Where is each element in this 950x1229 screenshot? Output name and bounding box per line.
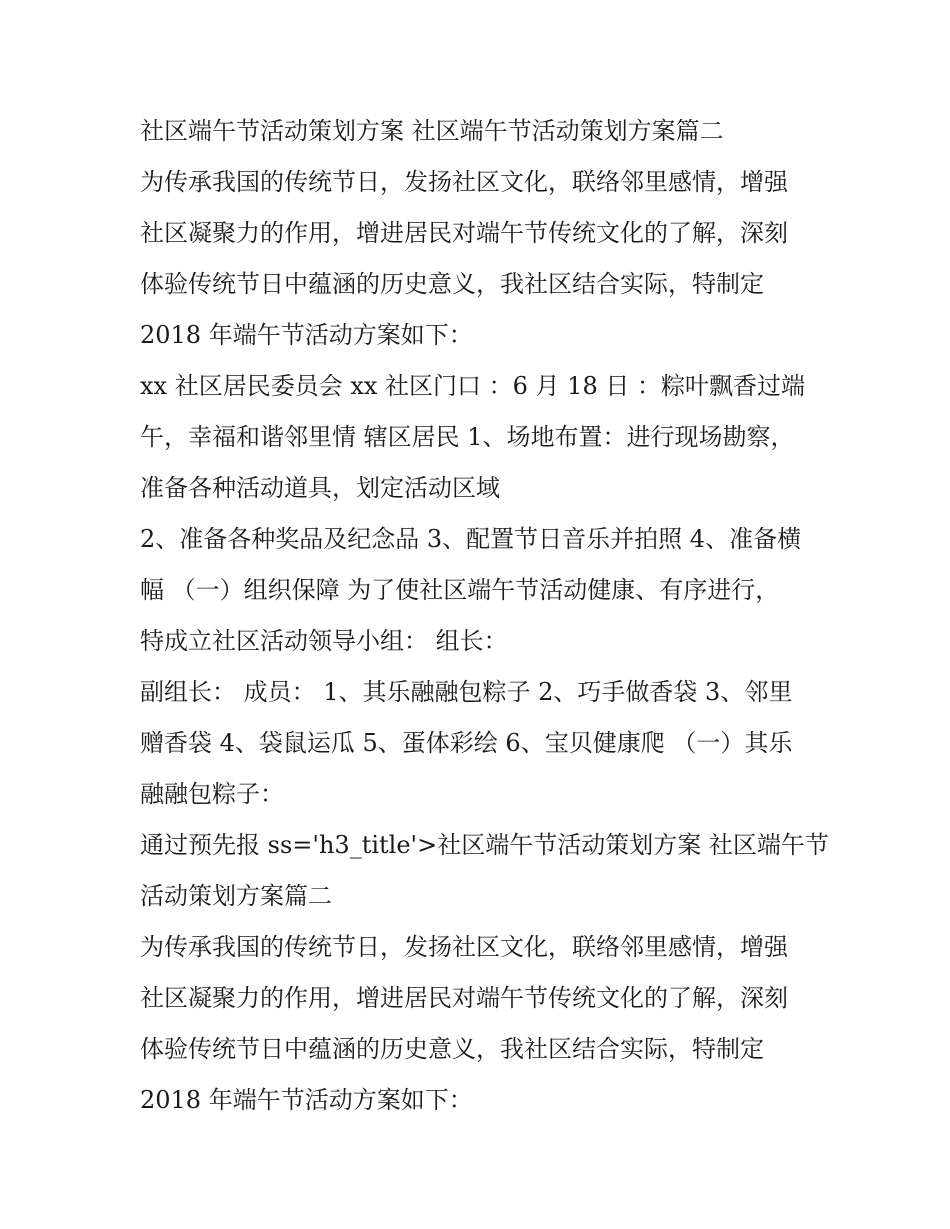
text-line: 准备各种活动道具，划定活动区域 xyxy=(140,474,500,502)
text-line: 融融包粽子： xyxy=(140,780,284,808)
text-line: 社区凝聚力的作用，增进居民对端午节传统文化的了解，深刻 xyxy=(140,219,788,247)
text-line: 2018 年端午节活动方案如下： xyxy=(140,321,473,349)
text-line: 活动策划方案篇二 xyxy=(140,882,332,910)
text-line: 副组长： 成员： 1、其乐融融包粽子 2、巧手做香袋 3、邻里 xyxy=(140,678,793,706)
text-line: 午，幸福和谐邻里情 辖区居民 1、场地布置：进行现场勘察， xyxy=(140,423,795,451)
text-line: 社区凝聚力的作用，增进居民对端午节传统文化的了解，深刻 xyxy=(140,984,788,1012)
text-line: 为传承我国的传统节日，发扬社区文化，联络邻里感情，增强 xyxy=(140,168,788,196)
text-line: 为传承我国的传统节日，发扬社区文化，联络邻里感情，增强 xyxy=(140,933,788,961)
text-line: 2、准备各种奖品及纪念品 3、配置节日音乐并拍照 4、准备横 xyxy=(140,525,802,553)
text-line: 社区端午节活动策划方案 社区端午节活动策划方案篇二 xyxy=(140,117,724,145)
document-body xyxy=(140,106,829,1126)
text-line: 特成立社区活动领导小组： 组长： xyxy=(140,627,508,655)
text-line: xx 社区居民委员会 xx 社区门口 ：6 月 18 日 ：粽叶飘香过端 xyxy=(140,372,805,400)
text-line: 幅 （一）组织保障 为了使社区端午节活动健康、有序进行， xyxy=(140,576,780,604)
text-line: 赠香袋 4、袋鼠运瓜 5、蛋体彩绘 6、宝贝健康爬 （一）其乐 xyxy=(140,729,793,757)
text-line: 通过预先报 ss='h3_title'>社区端午节活动策划方案 社区端午节 xyxy=(140,831,829,859)
text-line: 2018 年端午节活动方案如下： xyxy=(140,1086,473,1114)
text-line: 体验传统节日中蕴涵的历史意义，我社区结合实际，特制定 xyxy=(140,270,764,298)
text-line: 体验传统节日中蕴涵的历史意义，我社区结合实际，特制定 xyxy=(140,1035,764,1063)
